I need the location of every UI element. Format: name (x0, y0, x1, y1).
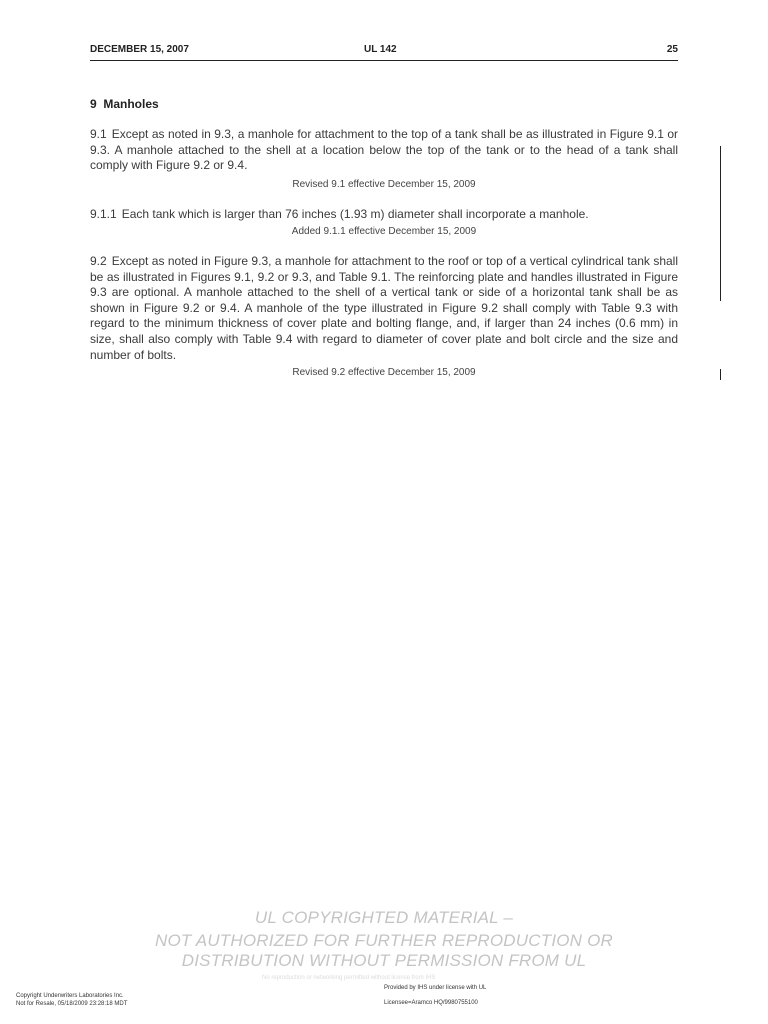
revision-change-bar (720, 369, 721, 380)
copyright-watermark-line: DISTRIBUTION WITHOUT PERMISSION FROM UL (181, 951, 587, 970)
section-title: 9 Manholes (90, 97, 159, 111)
header-date: DECEMBER 15, 2007 (90, 44, 189, 55)
header-standard: UL 142 (364, 44, 397, 55)
revision-change-bar (720, 146, 721, 301)
footer-copyright: Copyright Underwriters Laboratories Inc. (16, 993, 124, 999)
paragraph-9-1 (90, 127, 678, 174)
revision-note-9-1-1: Added 9.1.1 effective December 15, 2009 (291, 226, 477, 237)
paragraph-number: 9.1.1 (90, 207, 117, 221)
paragraph-text: Each tank which is larger than 76 inches (1.93 m) diameter shall incorporate a manhole. (121, 207, 589, 221)
header-rule (90, 60, 678, 61)
paragraph-text: Except as noted in 9.3, a manhole for attachment to the top of a tank shall be as illustrated in Figure 9.1 or 9.3. A manhole attached to the shell at a location below the top of the tank or to the head of a tank shall comply with Figure 9.2 or 9.4. (90, 127, 678, 173)
footer-licensee: Licensee=Aramco HQ/9980755100 (384, 1000, 478, 1006)
paragraph-number: 9.1 (90, 127, 107, 141)
paragraph-9-2 (90, 254, 678, 363)
header-page-number: 25 (666, 44, 678, 55)
footer-ghost-text: No reproduction or networking permitted without license from IHS (262, 975, 436, 981)
revision-note-9-1: Revised 9.1 effective December 15, 2009 (292, 179, 476, 190)
paragraph-number: 9.2 (90, 254, 107, 268)
copyright-watermark-line: NOT AUTHORIZED FOR FURTHER REPRODUCTION OR (155, 931, 613, 950)
paragraph-9-1-1 (90, 207, 678, 223)
revision-note-9-2: Revised 9.2 effective December 15, 2009 (292, 367, 476, 378)
copyright-watermark-line: UL COPYRIGHTED MATERIAL – (254, 908, 514, 927)
footer-provider: Provided by IHS under license with UL (384, 985, 487, 991)
footer-resale-notice: Not for Resale, 05/18/2009 23:28:18 MDT (16, 1001, 128, 1007)
paragraph-text: Except as noted in Figure 9.3, a manhole for attachment to the roof or top of a vertical cylindrical tank shall be as illustrated in Figures 9.1, 9.2 or 9.3, and Table 9.1. The reinforcing plate and handles illustrated in Figure 9.3 are optional. A manhole attached to the shell of a vertical tank or side of a horizontal tank shall be as shown in Figure 9.2 or 9.4. A manhole of the type illustrated in Figure 9.2 shall comply with Table 9.3 with regard to the minimum thickness of cover plate and bolting flange, and, if larger than 24 inches (0.6 mm) in size, shall also comply with Table 9.4 with regard to diameter of cover plate and bolt circle and the size and number of bolts. (90, 254, 678, 362)
